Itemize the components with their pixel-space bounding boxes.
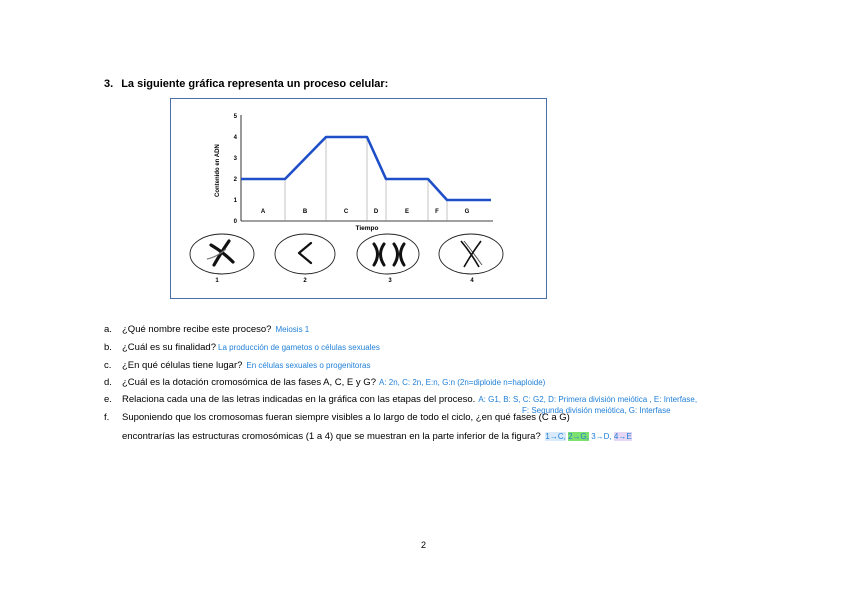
item-b xyxy=(104,342,380,353)
x-axis-label: Tiempo xyxy=(355,225,379,232)
phase-label: C xyxy=(343,209,349,215)
y-axis-label: Contenido en ADN xyxy=(215,144,221,197)
answer-part: 2→G, xyxy=(568,432,589,441)
chromosome-cell-1 xyxy=(190,234,254,274)
question-title xyxy=(104,78,388,90)
chromosome-label: 4 xyxy=(470,278,474,284)
item-text: ¿Cuál es su finalidad? xyxy=(122,342,216,353)
figure xyxy=(170,98,547,299)
chromosome-label: 1 xyxy=(215,278,219,284)
chromosome-label: 3 xyxy=(388,278,392,284)
ytick: 1 xyxy=(233,198,237,204)
dna-chart xyxy=(171,99,548,300)
item-text: encontrarías las estructuras cromosómicas (1 a 4) que se muestran en la parte inferior de la figura? xyxy=(122,431,541,442)
item-label: c. xyxy=(104,360,112,371)
question-number: 3. xyxy=(104,78,114,90)
item-f xyxy=(104,412,570,423)
item-label: f. xyxy=(104,412,110,423)
item-label: d. xyxy=(104,377,112,388)
item-answer-line1[interactable]: A: G1, B: S, C: G2, D: Primera división meiótica , E: Interfase, xyxy=(478,395,698,404)
chromosome-cell-2 xyxy=(275,234,335,274)
item-d xyxy=(104,377,545,388)
phase-label: E xyxy=(404,209,410,215)
question-text: La siguiente gráfica representa un proceso celular: xyxy=(121,78,389,90)
item-e-answer-line2[interactable]: F: Segunda división meiótica, G: Interfase xyxy=(522,406,671,415)
item-f-line2 xyxy=(122,431,632,442)
phase-label: B xyxy=(302,209,308,215)
item-answer[interactable]: En células sexuales o progenitoras xyxy=(246,361,371,370)
phase-label: D xyxy=(373,209,379,215)
item-label: a. xyxy=(104,324,112,335)
item-text: Suponiendo que los cromosomas fueran siempre visibles a lo largo de todo el ciclo, ¿en qué fases (C a G) xyxy=(122,412,570,423)
item-answer[interactable]: Meiosis 1 xyxy=(275,325,310,334)
answer-part: 4→E xyxy=(613,432,632,441)
item-label: b. xyxy=(104,342,112,353)
phase-label: F xyxy=(435,209,439,215)
phase-label: A xyxy=(260,209,266,215)
ytick: 5 xyxy=(233,114,237,120)
item-a xyxy=(104,324,309,335)
ytick: 4 xyxy=(233,135,237,141)
answer-part: 1→C, xyxy=(545,432,566,441)
chromosome-cell-4 xyxy=(439,234,503,274)
item-text: Relaciona cada una de las letras indicadas en la gráfica con las etapas del proceso. xyxy=(122,394,476,405)
ytick: 2 xyxy=(233,177,237,183)
item-text: ¿Cuál es la dotación cromosómica de las fases A, C, E y G? xyxy=(122,377,376,388)
item-text: ¿En qué células tiene lugar? xyxy=(122,360,243,371)
item-e xyxy=(104,394,697,405)
item-answer[interactable]: La producción de gametos o células sexuales xyxy=(218,343,380,352)
chromosome-cell-3 xyxy=(357,234,419,274)
answer-part: 3→D, xyxy=(591,432,612,441)
ytick: 3 xyxy=(233,156,237,162)
ytick: 0 xyxy=(233,219,237,225)
item-f-answer[interactable] xyxy=(545,432,631,441)
dna-line xyxy=(241,137,491,200)
chromosome-label: 2 xyxy=(303,278,307,284)
item-answer[interactable]: A: 2n, C: 2n, E:n, G:n (2n=diploide n=haploide) xyxy=(378,378,546,387)
page-number: 2 xyxy=(421,540,427,550)
item-label: e. xyxy=(104,394,112,405)
item-text: ¿Qué nombre recibe este proceso? xyxy=(122,324,272,335)
item-c xyxy=(104,360,371,371)
phase-label: G xyxy=(464,209,470,215)
